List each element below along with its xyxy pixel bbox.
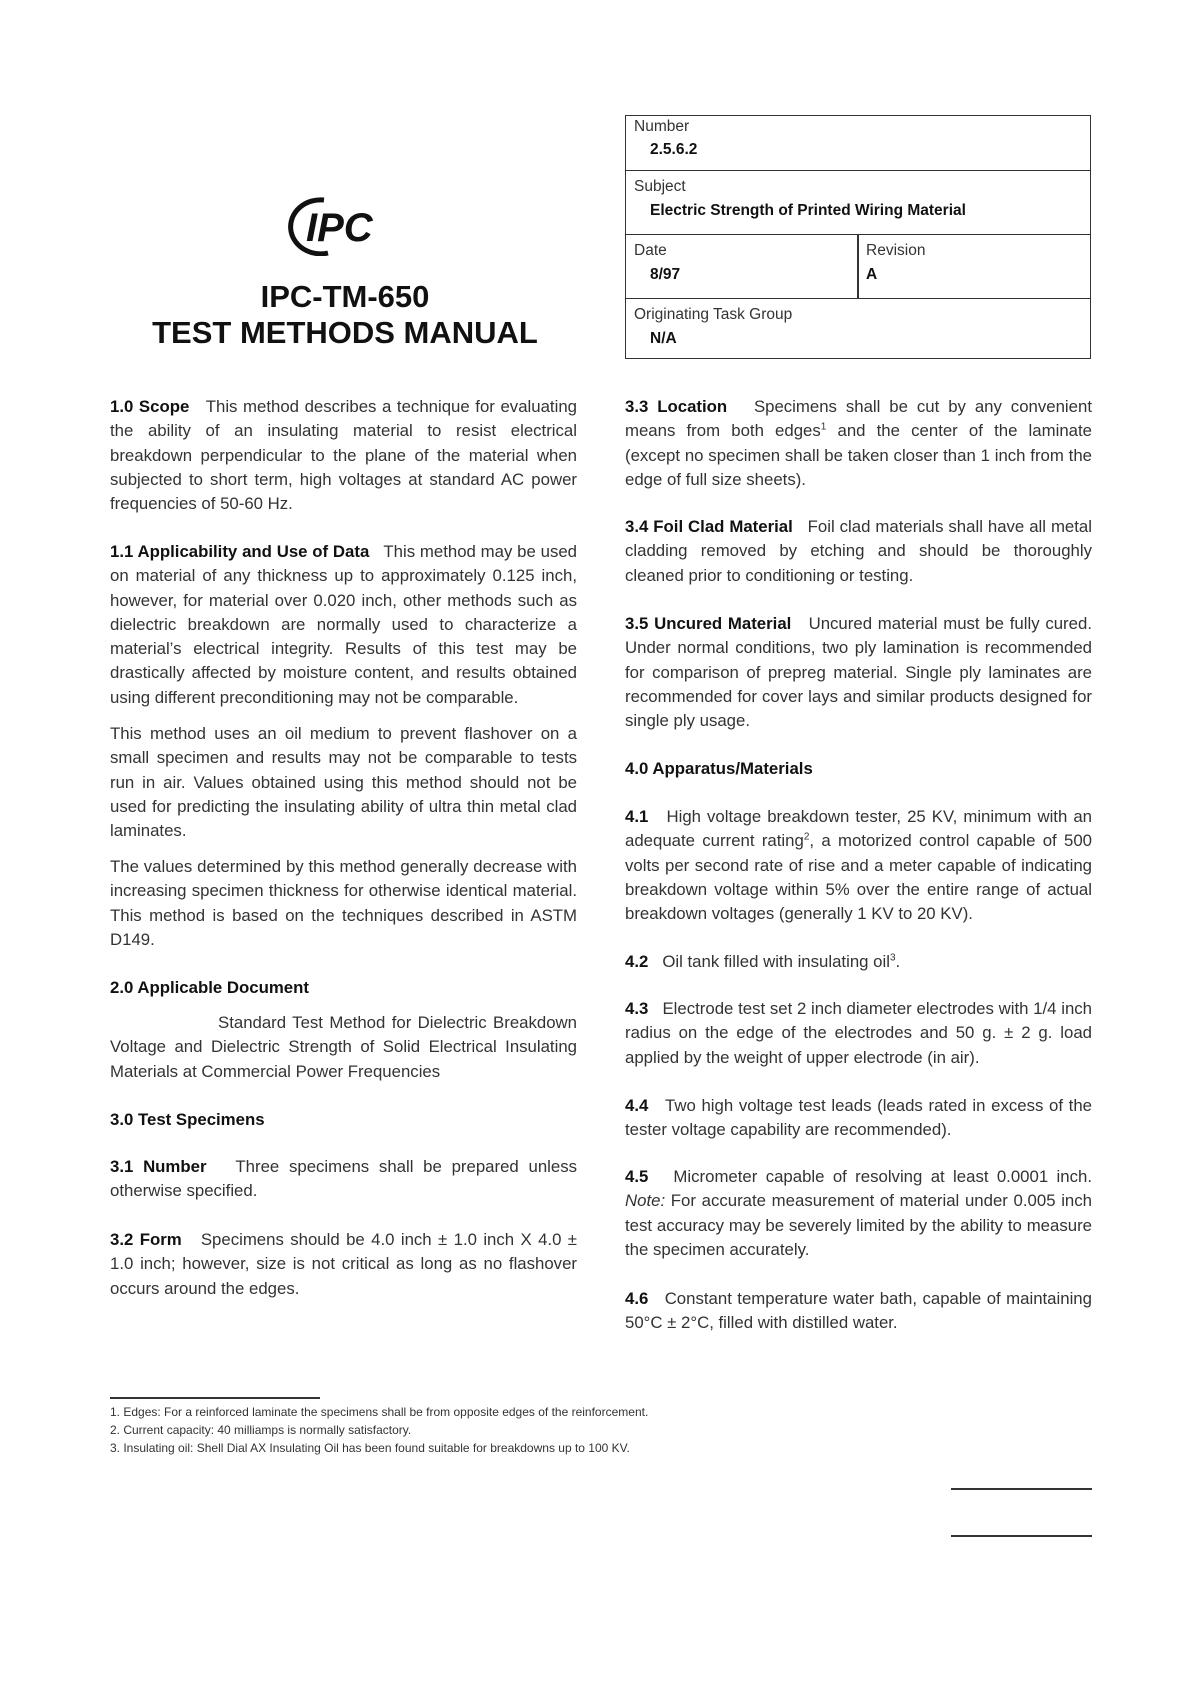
blank-line-2 [951,1535,1092,1537]
section-1-0: 1.0 Scope This method describes a technique for evaluating the ability of an insulating material to resist electrical breakdown perpendicular to the plane of the material when subjected to short term, high voltages at standard AC power frequencies of 50-60 Hz. [110,397,577,514]
task-group-label: Originating Task Group [634,306,793,323]
section-3-0-heading: 3.0 Test Specimens [110,1110,265,1129]
date-value: 8/97 [650,266,681,283]
section-4-0-heading: 4.0 Apparatus/Materials [625,759,813,778]
paragraph-oil-medium: This method uses an oil medium to prevent flashover on a small specimen and results may not be comparable to tests run in air. Values obtained using this method should not be used for predicting the insulating ability of ultra thin metal clad laminates. [110,724,577,841]
svg-text:IPC: IPC [306,206,373,250]
ipc-logo [284,196,404,256]
subject-label: Subject [634,178,686,195]
manual-title-line1: IPC-TM-650 [260,279,430,314]
footnote-2: 2. Current capacity: 40 milliamps is normally satisfactory. [110,1423,412,1437]
footnote-1: 1. Edges: For a reinforced laminate the specimens shall be from opposite edges of the reinforcement. [110,1405,649,1419]
paragraph-values: The values determined by this method generally decrease with increasing specimen thickness for otherwise identical material. This method is based on the techniques described in ASTM D149. [110,857,577,949]
revision-label: Revision [866,242,926,259]
section-4-1: 4.1 High voltage breakdown tester, 25 KV, minimum with an adequate current rating$^2$, a motorized control capable of 500 volts per second rate of rise and a meter capable of indicating breakdown voltage within 5% over the entire range of actual breakdown voltages (generally 1 KV to 20 KV). [625,807,1093,924]
section-4-6: 4.6 Constant temperature water bath, capable of maintaining 50°C ± 2°C, filled with distilled water. [625,1289,1092,1333]
section-3-2: 3.2 Form Specimens should be 4.0 inch ± 1.0 inch X 4.0 ± 1.0 inch; however, size is not critical as long as no flashover occurs around the edges. [110,1230,577,1298]
blank-line-1 [951,1488,1092,1490]
section-3-3: 3.3 Location Specimens shall be cut by any convenient means from both edges$^1$ and the center of the laminate (except no specimen shall be taken closer than 1 inch from the edge of full size sheets). [625,397,1092,489]
section-3-5: 3.5 Uncured Material Uncured material must be fully cured. Under normal conditions, two ply lamination is recommended for comparison of prepreg material. Single ply laminates are recommended for cover lays and similar products designed for single ply usage. [625,614,1092,731]
manual-title-line2: TEST METHODS MANUAL [152,315,538,350]
footnote-3: 3. Insulating oil: Shell Dial AX Insulating Oil has been found suitable for breakdowns up to 100 KV. [110,1441,630,1455]
section-2-0-text: Standard Test Method for Dielectric Breakdown Voltage and Dielectric Strength of Solid Electrical Insulating Materials at Commercial Power Frequencies [110,1013,577,1081]
divider [857,234,859,298]
section-2-0-heading: 2.0 Applicable Document [110,978,309,997]
number-value: 2.5.6.2 [650,141,698,158]
section-4-4: 4.4 Two high voltage test leads (leads rated in excess of the tester voltage capability are recommended). [625,1096,1092,1140]
info-box [625,115,1091,359]
footnotes [110,1403,648,1457]
section-4-3: 4.3 Electrode test set 2 inch diameter electrodes with 1/4 inch radius on the edge of the electrodes and 50 g. ± 2 g. load applied by the weight of upper electrode (in air). [625,999,1092,1067]
number-label: Number [634,118,690,135]
footnote-rule [110,1397,320,1399]
revision-value: A [866,266,878,283]
section-3-4: 3.4 Foil Clad Material Foil clad materials shall have all metal cladding removed by etching and should be thoroughly cleaned prior to conditioning or testing. [625,517,1092,585]
task-group-value: N/A [650,330,677,347]
section-4-2: 4.2 Oil tank filled with insulating oil$^3$. [625,952,901,971]
section-4-5: 4.5 Micrometer capable of resolving at least 0.0001 inch. Note: For accurate measurement of material under 0.005 inch test accuracy may be severely limited by the ability to measure the specimen accurately. [625,1167,1092,1259]
subject-value: Electric Strength of Printed Wiring Material [650,202,966,219]
section-1-1: 1.1 Applicability and Use of Data This method may be used on material of any thickness up to approximately 0.125 inch, however, for material over 0.020 inch, other methods such as dielectric breakdown are normally used to characterize a material’s electrical integrity. Results of this test may be drastically affected by moisture content, and results obtained using different preconditioning may not be comparable. [110,542,578,707]
date-label: Date [634,242,667,259]
section-3-1: 3.1 Number Three specimens shall be prepared unless otherwise specified. [110,1157,578,1201]
